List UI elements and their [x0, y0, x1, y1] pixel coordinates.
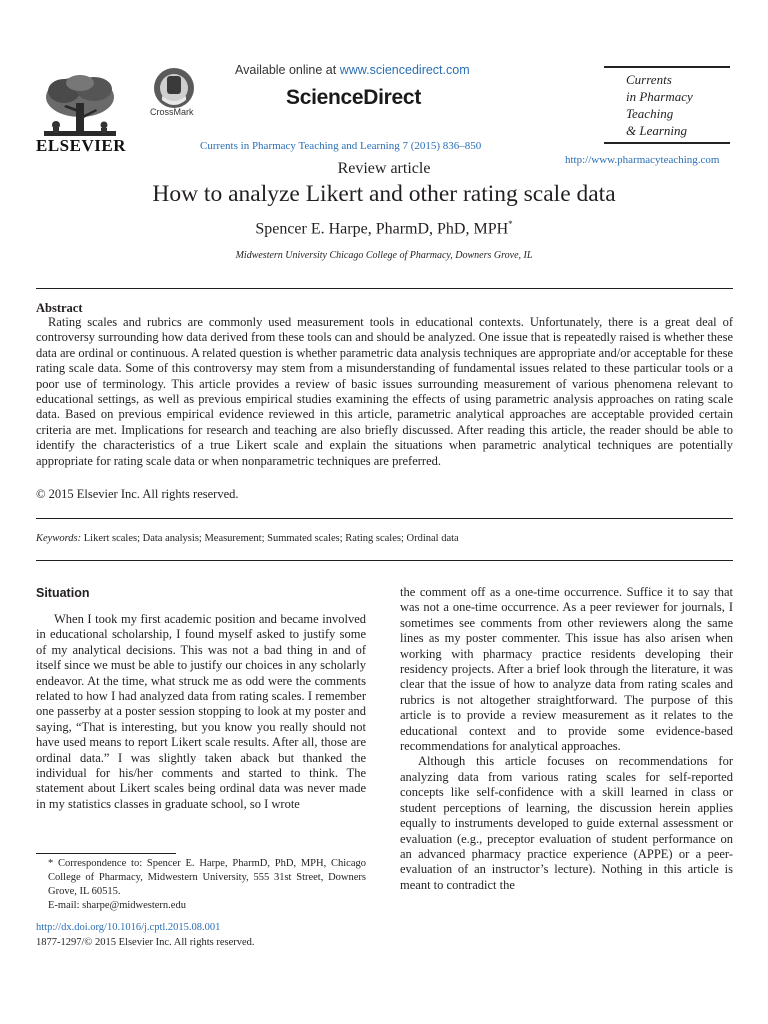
author-affiliation: Midwestern University Chicago College of Pharmacy, Downers Grove, IL: [235, 250, 533, 261]
divider: [36, 288, 733, 289]
body-paragraph: Although this article focuses on recommendations for analyzing data from various rating scales for self-reported concepts like self-confidence with a skill learned in class or student perceptions of learning, the discussion herein applies equally to instruments developed to guide external assessment or evaluation (e.g., preceptor evaluation of student performance on an advanced pharmacy practice experience (APPE) or a peer-evaluation of an instructor’s lecture). Nothing in this article is meant to contradict the: [400, 754, 733, 892]
footnote-divider: [36, 853, 176, 854]
doi-link[interactable]: http://dx.doi.org/10.1016/j.cptl.2015.08.001: [36, 922, 221, 933]
journal-url-link[interactable]: http://www.pharmacyteaching.com: [565, 154, 720, 166]
divider: [36, 560, 733, 561]
crossmark-label: CrossMark: [150, 107, 194, 117]
keywords-list: Likert scales; Data analysis; Measurement; Summated scales; Rating scales; Ordinal data: [81, 533, 459, 544]
abstract-copyright: © 2015 Elsevier Inc. All rights reserved.: [36, 487, 239, 501]
crossmark-icon[interactable]: [152, 66, 196, 110]
sciencedirect-logo: ScienceDirect: [286, 86, 422, 109]
keywords-line: [36, 533, 459, 544]
divider: [36, 518, 733, 519]
abstract-heading: Abstract: [36, 301, 83, 315]
author-name: Spencer E. Harpe, PharmD, PhD, MPH: [255, 220, 509, 238]
publisher-name: ELSEVIER: [36, 136, 126, 155]
available-online-line: [235, 63, 470, 77]
correspondence-mark[interactable]: *: [508, 219, 513, 229]
abstract-text: Rating scales and rubrics are commonly used measurement tools in educational contexts. Unfortunately, there is a great deal of controversy surrounding how data derived from these tools can and should be analyzed. One issue that is repeatedly raised is whether these data are ordinal or continuous. A related question is whether parametric data analysis techniques are appropriate and/or acceptable for these rating scale data. Some of this controversy may stem from a misunderstanding of fundamental issues related to these particular tools or a poor use of terminology. This article provides a review of basic issues surrounding measurement of various phenomena relevant to educational settings, as well as previous empirical studies examining the effects of using parametric analysis approaches on rating scale data. Based on previous empirical evidence reviewed in this article, parametric analytical approaches are acceptable provided certain criteria are met. Implications for research and teaching are also briefly discussed. After reading this article, the reader should be able to identify the characteristics of a true Likert scale and explain the situations when parametric analytical techniques are potentially appropriate for rating scale data or when nonparametric techniques are preferred.: [36, 315, 733, 468]
journal-brand-line: in Pharmacy: [626, 89, 693, 104]
correspondence-footnote: [36, 857, 366, 913]
journal-reference-link[interactable]: Currents in Pharmacy Teaching and Learning 7 (2015) 836–850: [200, 140, 482, 152]
correspondence-text: * Correspondence to: Spencer E. Harpe, PharmD, PhD, MPH, Chicago College of Pharmacy, Midwestern University, 555 31st Street, Downers Grove, IL 60515.: [48, 858, 366, 897]
body-paragraph: the comment off as a one-time occurrence. Suffice it to say that was not a one-time occurrence. As a peer reviewer for journals, I sometimes see comments from other reviewers along the same lines as my poster commenter. This issue has also arisen when working with pharmacy practice residents developing their residency projects. After a brief look through the literature, it was clear that the issue of how to analyze data from rating scales and rubrics is not altogether straightforward. The purpose of this article is to provide a review measurement as it relates to the educational context and to provide some evidence-based recommendations for analytical approaches.: [400, 585, 733, 754]
keywords-label: Keywords:: [36, 533, 82, 544]
abstract-body: [36, 315, 733, 469]
journal-brand-line: & Learning: [626, 123, 688, 138]
correspondence-email[interactable]: E-mail: sharpe@midwestern.edu: [48, 900, 186, 911]
article-title: How to analyze Likert and other rating scale data: [152, 181, 616, 207]
journal-brand-logo: [604, 66, 730, 144]
left-column: [36, 612, 366, 812]
available-online-prefix: Available online at: [235, 63, 340, 77]
journal-brand-line: Currents: [626, 72, 672, 87]
issn-copyright: 1877-1297/© 2015 Elsevier Inc. All rights reserved.: [36, 937, 255, 948]
journal-brand-line: Teaching: [626, 106, 674, 121]
body-paragraph: When I took my first academic position and became involved in educational scholarship, I found myself asked to justify some of my analytical decisions. This was not a bad thing in and of itself since we must be able to justify our choices in any scholarly endeavor. At the time, what struck me as odd were the comments related to how I had analyzed data from rating scales. I remember one passerby at a poster session stopping to look at my poster and saying, “That is interesting, but you know you really should not have used means to report Likert scale results. After all, those are ordinal data.” I was slightly taken aback but thanked the individual for his/her comments and started to think. The statement about Likert scales being ordinal data was never made in my statistics classes in graduate school, so I wrote: [36, 612, 366, 811]
author-line: [0, 219, 768, 238]
right-column: [400, 585, 733, 893]
sciencedirect-link[interactable]: www.sciencedirect.com: [339, 63, 470, 77]
article-type: Review article: [337, 160, 431, 177]
section-heading: Situation: [36, 586, 90, 600]
